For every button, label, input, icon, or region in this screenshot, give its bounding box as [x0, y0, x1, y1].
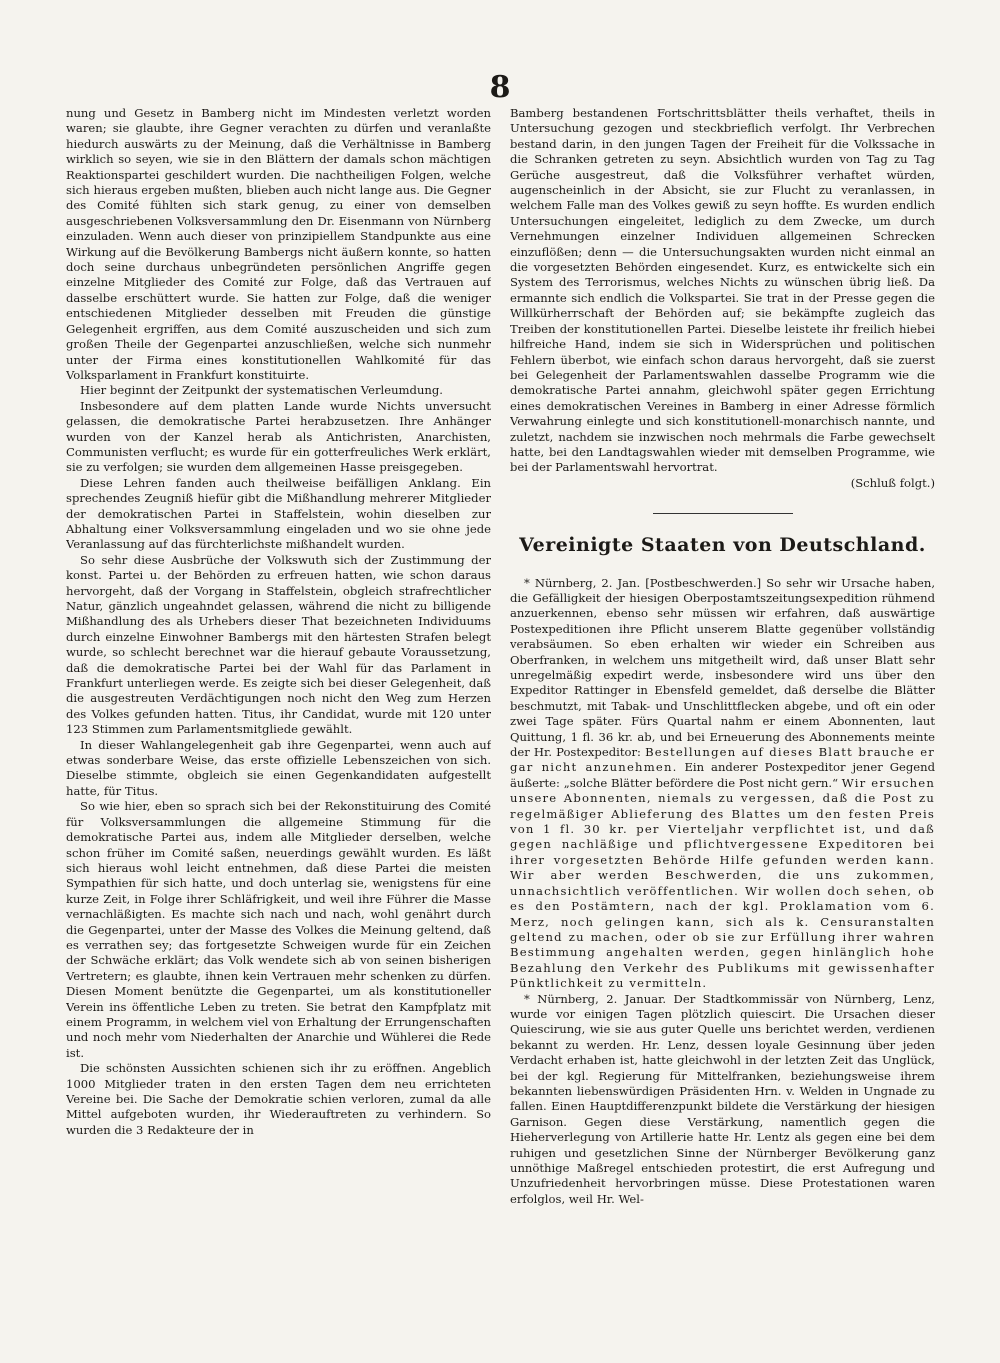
- page-number: 8: [489, 70, 511, 105]
- paragraph: So wie hier, eben so sprach sich bei der Rekonstituirung des Comité für Volksversammlungen die allgemeine Stimmung für die demokratische Partei aus, indem alle Mitglieder derselben, welche schon früher im Comité saßen, neuerdings gewählt wurden. Es läßt sich hieraus wohl leicht entnehmen, daß diese Partei die meisten Sympathien für sich hatte, und doch unterlag sie, wenigstens für eine kurze Zeit, in Folge ihrer Schläfrigkeit, und weil ihre Führer die Masse vernachläßigten. Es machte sich nach und nach, wohl genährt durch die Gegenpartei, unter der Masse des Volkes die Meinung geltend, daß es verrathen sey; das fortgesetzte Schweigen wurde für ein Zeichen der Schwäche erklärt; das Volk wendete sich ab von seinen bisherigen Vertretern; es glaubte, ihnen kein Vertrauen mehr schenken zu dürfen. Diesen Moment benützte die Gegenpartei, um als konstitutioneller Verein ins öffentliche Leben zu treten. Sie betrat den Kampfplatz mit einem Programm, in welchem viel von Erhaltung der Errungenschaften und noch mehr vom Niederhalten der Anarchie und Wühlerei die Rede ist.: [66, 799, 491, 1060]
- paragraph: So sehr diese Ausbrüche der Volkswuth sich der Zustimmung der konst. Partei u. der Behörden zu erfreuen hatten, wie schon daraus hervorgeht, daß der Vorgang in Staffelstein, obgleich strafrechtlicher Natur, gänzlich ungeahndet gelassen, während die nicht zu billigende Mißhandlung des als Urhebers dieser That bezeichneten Individuums durch einzelne Einwohner Bambergs mit den härtesten Strafen belegt wurde, so schlecht berechnet war die hierauf gebaute Voraussetzung, daß die demokratische Partei bei der Wahl für das Parlament in Frankfurt unterliegen werde. Es zeigte sich bei dieser Gelegenheit, daß die ausgestreuten Verdächtigungen noch nicht den Weg zum Herzen des Volkes gefunden hatten. Titus, ihr Candidat, wurde mit 120 unter 123 Stimmen zum Parlamentsmitgliede gewählt.: [66, 552, 491, 737]
- paragraph: Die schönsten Aussichten schienen sich ihr zu eröffnen. Angeblich 1000 Mitglieder traten in den ersten Tagen dem neu errichteten Vereine bei. Die Sache der Demokratie schien verloren, zumal da alle Mittel aufgeboten wurden, ihr Wiederauftreten zu verhindern. So wurden die 3 Redakteure der in: [66, 1061, 491, 1137]
- section-divider: [653, 513, 793, 514]
- paragraph: nung und Gesetz in Bamberg nicht im Mindesten verletzt worden waren; sie glaubte, ihre Gegner verachten zu dürfen und veranlaßte hiedurch auswärts zu der Meinung, daß die Verhältnisse in Bamberg wirklich so seyen, wie sie in den Blättern der damals schon mächtigen Reaktionspartei geschildert wurden. Die nachtheiligen Folgen, welche sich hieraus ergeben mußten, blieben auch nicht lange aus. Die Gegner des Comité fühlten sich stark genug, zu einer von demselben ausgeschriebenen Volksversammlung den Dr. Eisenmann von Nürnberg einzuladen. Wenn auch dieser von prinzipiellem Standpunkte aus eine Wirkung auf die Bevölkerung Bambergs nicht äußern konnte, so hatten doch seine durchaus unbegründeten persönlichen Angriffe gegen einzelne Mitglieder des Comité zur Folge, daß das Vertrauen auf dasselbe erschüttert wurde. Sie hatten zur Folge, daß die weniger entschiedenen Mitglieder desselben mit Freuden die günstige Gelegenheit ergriffen, aus dem Comité auszuscheiden und sich zum großen Theile der Gegenpartei anzuschließen, welche sich nunmehr unter der Firma eines konstitutionellen Wahlkomité für das Volksparlament in Frankfurt konstituirte.: [66, 106, 491, 382]
- left-column: [66, 106, 491, 1338]
- section-heading: Vereinigte Staaten von Deutschland.: [519, 534, 926, 557]
- news-text-spaced: Bestellungen auf dieses Blatt brauche er gar nicht anzunehmen.: [510, 745, 935, 775]
- paragraph: Hier beginnt der Zeitpunkt der systematischen Verleumdung.: [80, 383, 443, 398]
- news-item-city-commissioner: [510, 992, 935, 1208]
- continuation-note: (Schluß folgt.): [850, 475, 935, 490]
- paragraph: In dieser Wahlangelegenheit gab ihre Gegenpartei, wenn auch auf etwas sonderbare Weise, das erste offizielle Lebenszeichen von sich. Dieselbe stimmte, obgleich sie einen Gegenkandidaten aufgestellt hatte, für Titus.: [66, 737, 491, 798]
- paragraph: Insbesondere auf dem platten Lande wurde Nichts unversucht gelassen, die demokratische Partei herabzusetzen. Ihre Anhänger wurden von der Kanzel herab als Antichristen, Anarchisten, Communisten verflucht; es wurde für ein gotterfreuliches Werk erklärt, sie zu verfolgen; sie wurden dem allgemeinen Hasse preisgegeben.: [66, 398, 491, 475]
- news-item-postal-complaints: [510, 576, 935, 992]
- news-dateline: * Nürnberg, 2. Januar.: [524, 991, 667, 1006]
- paragraph: Bamberg bestandenen Fortschrittsblätter theils verhaftet, theils in Untersuchung gezogen und steckbrieflich verfolgt. Ihr Verbrechen bestand darin, in den jungen Tagen der Freiheit für die Volkssache in die Schranken getreten zu seyn. Absichtlich wurden von Tag zu Tag Gerüche ausgestreut, daß die Volksführer verhaftet würden, augenscheinlich in der Absicht, sie zur Flucht zu veranlassen, in welchem Falle man des Volkes gewiß zu seyn hoffte. Es wurden endlich Untersuchungen eingeleitet, lediglich zu dem Zwecke, um durch Vernehmungen einzelner Individuen allgemeinen Schrecken einzuflößen; denn — die Untersuchungsakten wurden nicht einmal an die vorgesetzten Behörden eingesendet. Kurz, es entwickelte sich ein System des Terrorismus, welches Nichts zu wünschen übrig ließ. Da ermannte sich endlich die Volkspartei. Sie trat in der Presse gegen die Willkürherrschaft der Behörden auf; sie bekämpfte zugleich das Treiben der konstitutionellen Partei. Dieselbe leistete ihr freilich hiebei hilfreiche Hand, indem sie sich in Widersprüchen und politischen Fehlern überbot, wie einfach schon daraus hervorgeht, daß sie zuerst bei Gelegenheit der Parlamentswahlen dasselbe Programm wie die demokratische Partei annahm, gleichwohl später gegen Errichtung eines demokratischen Vereines in Bamberg in einer Adresse förmlich Verwahrung einlegte und sich konstitutionell-monarchisch nannte, und zuletzt, nachdem sie inzwischen noch mehrmals die Farbe gewechselt hatte, bei den Landtagswahlen wieder mit demselben Programme, wie bei der Parlamentswahl hervortrat.: [510, 106, 935, 475]
- news-text: Der Stadtkommissär von Nürnberg, Lenz, wurde vor einigen Tagen plötzlich quiescirt. Die Ursachen dieser Quiescirung, wie sie aus guter Quelle uns berichtet werden, verdienen bekannt zu werden. Hr. Lenz, dessen loyale Gesinnung über jeden Verdacht erhaben ist, hatte gleichwohl in der letzten Zeit das Unglück, bei der kgl. Regierung für Mittelfranken, beziehungsweise ihrem bekannten liebenswürdigen Präsidenten Hrn. v. Welden in Ungnade zu fallen. Einen Hauptdifferenzpunkt bildete die Verstärkung der hiesigen Garnison. Gegen diese Verstärkung, namentlich gegen die Hieherverlegung von Artillerie hatte Hr. Lentz als gegen eine bei dem ruhigen und gesetzlichen Sinne der Nürnberger Bevölkerung ganz unnöthige Maßregel entschieden protestirt, die erst Aufregung und Unzufriedenheit hervorbringen müsse. Diese Protestationen waren erfolglos, weil Hr. Wel-: [510, 991, 935, 1206]
- news-dateline: * Nürnberg, 2. Jan.: [524, 575, 641, 590]
- paragraph: Diese Lehren fanden auch theilweise beifälligen Anklang. Ein sprechendes Zeugniß hiefür gibt die Mißhandlung mehrerer Mitglieder der demokratischen Partei in Staffelstein, wohin dieselben zur Abhaltung einer Volksversammlung eingeladen und wo sie ohne jede Veranlassung auf das fürchterlichste mißhandelt wurden.: [66, 475, 491, 552]
- news-text: So sehr wir Ursache haben, die Gefälligkeit der hiesigen Oberpostamtszeitungsexpedition rühmend anzuerkennen, ebenso sehr müssen wir erfahren, daß auswärtige Postexpeditionen ihre Pflicht unserem Blatte gegenüber vollständig verabsäumen. So eben erhalten wir wieder ein Schreiben aus Oberfranken, in welchem uns mitgetheilt wird, daß unser Blatt sehr unregelmäßig expedirt werde, insbesondere wird uns über den Expeditor Rattinger in Ebensfeld gemeldet, daß derselbe die Blätter beschmutzt, mit Tabak- und Unschlittflecken abgebe, und oft ein oder zwei Tage später. Fürs Quartal nahm er einem Abonnenten, laut Quittung, 1 fl. 36 kr. ab, und bei Erneuerung des Abonnements meinte der Hr. Postexpeditor:: [510, 575, 935, 760]
- right-column: [510, 106, 935, 1338]
- news-text-spaced: Wir ersuchen unsere Abonnenten, niemals zu vergessen, daß die Post zu regelmäßiger Ablieferung des Blattes um den festen Preis von 1 fl. 30 kr. per Vierteljahr verpflichtet ist, und daß gegen nachläßige und pflichtvergessene Expeditoren bei ihrer vorgesetzten Behörde Hilfe gefunden werden kann. Wir aber werden Beschwerden, die uns zukommen, unnachsichtlich veröffentlichen. Wir wollen doch sehen, ob es den Postämtern, nach der kgl. Proklamation vom 6. Merz, noch gelingen kann, sich als k. Censuranstalten geltend zu machen, oder ob sie zur Erfüllung ihrer wahren Bestimmung angehalten werden, gegen hinlänglich hohe Bezahlung den Verkehr des Publikums mit gewissenhafter Pünktlichkeit zu vermitteln.: [510, 775, 935, 991]
- news-topic: [Postbeschwerden.]: [645, 575, 762, 590]
- news-text: Ein anderer Postexpeditor jener Gegend äußerte: „solche Blätter befördere die Post nicht gern.“: [510, 760, 935, 790]
